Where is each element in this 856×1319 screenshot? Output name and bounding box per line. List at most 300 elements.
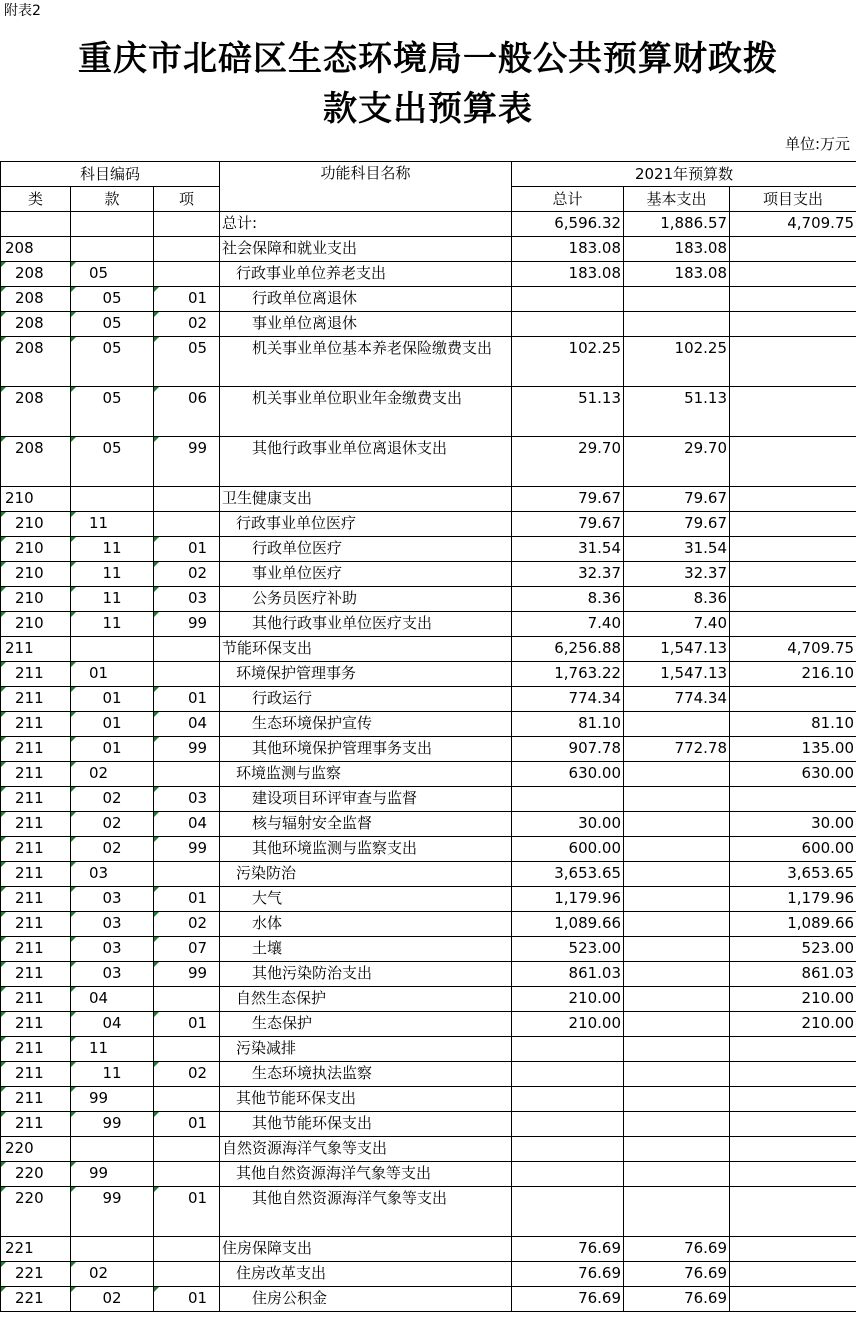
header-basic: 基本支出: [624, 187, 730, 212]
cell-lei: 211: [1, 1037, 71, 1062]
cell-project: [730, 312, 856, 337]
cell-kuan: 01: [71, 687, 154, 712]
cell-lei: 221: [1, 1262, 71, 1287]
cell-kuan: 01: [71, 737, 154, 762]
cell-project: 30.00: [730, 812, 856, 837]
cell-subject-name: 行政运行: [220, 687, 512, 712]
cell-kuan: 99: [71, 1087, 154, 1112]
cell-xiang: 99: [154, 437, 220, 487]
cell-total: [512, 1112, 624, 1137]
cell-total: 1,763.22: [512, 662, 624, 687]
table-row: [1, 1012, 856, 1037]
cell-total: [512, 312, 624, 337]
table-row: [1, 862, 856, 887]
cell-project: [730, 237, 856, 262]
cell-project: 210.00: [730, 987, 856, 1012]
cell-xiang: [154, 762, 220, 787]
cell-subject-name: 总计:: [220, 212, 512, 237]
cell-subject-name: 生态环境执法监察: [220, 1062, 512, 1087]
cell-project: [730, 387, 856, 437]
cell-xiang: 99: [154, 837, 220, 862]
header-name-col: 功能科目名称: [220, 162, 512, 212]
table-row: [1, 562, 856, 587]
cell-lei: 210: [1, 537, 71, 562]
cell-xiang: 01: [154, 287, 220, 312]
table-row: [1, 262, 856, 287]
cell-lei: 211: [1, 837, 71, 862]
cell-project: [730, 537, 856, 562]
cell-kuan: 01: [71, 712, 154, 737]
table-row: [1, 1287, 856, 1312]
cell-basic: 8.36: [624, 587, 730, 612]
cell-project: 861.03: [730, 962, 856, 987]
cell-total: 32.37: [512, 562, 624, 587]
cell-basic: [624, 312, 730, 337]
cell-total: 30.00: [512, 812, 624, 837]
cell-lei: 208: [1, 437, 71, 487]
cell-subject-name: 生态保护: [220, 1012, 512, 1037]
table-row: [1, 612, 856, 637]
cell-xiang: [154, 1162, 220, 1187]
cell-lei: 211: [1, 712, 71, 737]
cell-kuan: 03: [71, 887, 154, 912]
cell-kuan: 05: [71, 337, 154, 387]
table-row: [1, 337, 856, 387]
cell-total: 774.34: [512, 687, 624, 712]
cell-kuan: 11: [71, 512, 154, 537]
cell-lei: 210: [1, 562, 71, 587]
cell-total: 600.00: [512, 837, 624, 862]
cell-project: [730, 1162, 856, 1187]
cell-xiang: 05: [154, 337, 220, 387]
header-code-group: 科目编码: [1, 162, 220, 187]
cell-total: 907.78: [512, 737, 624, 762]
table-row: [1, 787, 856, 812]
cell-subject-name: 其他节能环保支出: [220, 1112, 512, 1137]
cell-project: 1,179.96: [730, 887, 856, 912]
table-row: [1, 1037, 856, 1062]
cell-project: [730, 687, 856, 712]
cell-lei: 221: [1, 1287, 71, 1312]
cell-basic: 183.08: [624, 262, 730, 287]
cell-kuan: 03: [71, 937, 154, 962]
cell-total: 210.00: [512, 987, 624, 1012]
cell-subject-name: 公务员医疗补助: [220, 587, 512, 612]
cell-total: 210.00: [512, 1012, 624, 1037]
cell-total: 1,089.66: [512, 912, 624, 937]
table-row: [1, 687, 856, 712]
header-total: 总计: [512, 187, 624, 212]
table-row: [1, 887, 856, 912]
cell-total: 1,179.96: [512, 887, 624, 912]
cell-project: 3,653.65: [730, 862, 856, 887]
cell-basic: [624, 1062, 730, 1087]
table-row: [1, 587, 856, 612]
cell-xiang: 99: [154, 737, 220, 762]
cell-basic: [624, 837, 730, 862]
cell-total: 79.67: [512, 487, 624, 512]
cell-project: 4,709.75: [730, 212, 856, 237]
cell-total: 31.54: [512, 537, 624, 562]
cell-basic: 76.69: [624, 1287, 730, 1312]
cell-total: [512, 1162, 624, 1187]
cell-basic: [624, 887, 730, 912]
cell-subject-name: 自然生态保护: [220, 987, 512, 1012]
cell-lei: 211: [1, 887, 71, 912]
table-row: [1, 937, 856, 962]
cell-project: [730, 587, 856, 612]
cell-subject-name: 机关事业单位职业年金缴费支出: [220, 387, 512, 437]
table-row: [1, 987, 856, 1012]
cell-project: [730, 337, 856, 387]
cell-basic: [624, 787, 730, 812]
cell-xiang: [154, 987, 220, 1012]
cell-lei: 211: [1, 1087, 71, 1112]
title-line-1: 重庆市北碚区生态环境局一般公共预算财政拨: [78, 39, 778, 79]
cell-kuan: 02: [71, 1262, 154, 1287]
cell-lei: 211: [1, 987, 71, 1012]
cell-basic: [624, 987, 730, 1012]
cell-total: 102.25: [512, 337, 624, 387]
table-row: [1, 237, 856, 262]
cell-basic: [624, 962, 730, 987]
cell-lei: 220: [1, 1162, 71, 1187]
header-kuan: 款: [71, 187, 154, 212]
cell-subject-name: 大气: [220, 887, 512, 912]
table-row: [1, 837, 856, 862]
cell-kuan: 05: [71, 262, 154, 287]
cell-subject-name: 其他行政事业单位离退休支出: [220, 437, 512, 487]
cell-subject-name: 机关事业单位基本养老保险缴费支出: [220, 337, 512, 387]
cell-project: 1,089.66: [730, 912, 856, 937]
cell-total: 3,653.65: [512, 862, 624, 887]
cell-lei: 211: [1, 812, 71, 837]
cell-xiang: [154, 1137, 220, 1162]
cell-kuan: 02: [71, 1287, 154, 1312]
cell-xiang: 01: [154, 887, 220, 912]
cell-total: [512, 1187, 624, 1237]
cell-kuan: 11: [71, 562, 154, 587]
appendix-label: 附表2: [4, 3, 41, 19]
cell-subject-name: 环境监测与监察: [220, 762, 512, 787]
cell-lei: 211: [1, 787, 71, 812]
cell-xiang: 06: [154, 387, 220, 437]
cell-kuan: 99: [71, 1112, 154, 1137]
cell-project: [730, 1112, 856, 1137]
cell-kuan: [71, 487, 154, 512]
cell-xiang: [154, 1037, 220, 1062]
table-row: [1, 662, 856, 687]
table-row: [1, 512, 856, 537]
cell-kuan: [71, 637, 154, 662]
cell-kuan: 05: [71, 287, 154, 312]
table-row: [1, 1087, 856, 1112]
cell-subject-name: 建设项目环评审查与监督: [220, 787, 512, 812]
cell-basic: [624, 1187, 730, 1237]
table-row: [1, 912, 856, 937]
cell-kuan: [71, 1137, 154, 1162]
cell-basic: [624, 862, 730, 887]
cell-xiang: 01: [154, 1012, 220, 1037]
cell-lei: 220: [1, 1137, 71, 1162]
cell-xiang: 02: [154, 912, 220, 937]
cell-basic: [624, 1012, 730, 1037]
cell-basic: 1,547.13: [624, 637, 730, 662]
cell-xiang: [154, 862, 220, 887]
cell-project: [730, 1237, 856, 1262]
cell-subject-name: 事业单位离退休: [220, 312, 512, 337]
cell-basic: 772.78: [624, 737, 730, 762]
cell-project: [730, 1287, 856, 1312]
cell-project: 216.10: [730, 662, 856, 687]
cell-subject-name: 住房改革支出: [220, 1262, 512, 1287]
cell-kuan: [71, 237, 154, 262]
cell-xiang: 07: [154, 937, 220, 962]
cell-lei: 211: [1, 912, 71, 937]
cell-xiang: 02: [154, 562, 220, 587]
cell-kuan: 04: [71, 987, 154, 1012]
cell-xiang: 04: [154, 712, 220, 737]
cell-project: [730, 1037, 856, 1062]
cell-basic: [624, 712, 730, 737]
cell-xiang: 99: [154, 612, 220, 637]
cell-lei: 211: [1, 1012, 71, 1037]
table-row: [1, 737, 856, 762]
table-row: [1, 812, 856, 837]
cell-kuan: 05: [71, 437, 154, 487]
table-row: [1, 637, 856, 662]
cell-basic: [624, 287, 730, 312]
cell-lei: 211: [1, 1062, 71, 1087]
cell-basic: 774.34: [624, 687, 730, 712]
cell-total: 7.40: [512, 612, 624, 637]
cell-total: [512, 1087, 624, 1112]
table-row: [1, 1237, 856, 1262]
cell-xiang: [154, 637, 220, 662]
header-lei: 类: [1, 187, 71, 212]
cell-kuan: 11: [71, 1037, 154, 1062]
cell-project: 210.00: [730, 1012, 856, 1037]
cell-kuan: 02: [71, 762, 154, 787]
cell-project: 600.00: [730, 837, 856, 862]
cell-kuan: [71, 1237, 154, 1262]
cell-lei: 211: [1, 937, 71, 962]
cell-basic: 79.67: [624, 512, 730, 537]
cell-total: [512, 287, 624, 312]
cell-project: 81.10: [730, 712, 856, 737]
cell-subject-name: 住房保障支出: [220, 1237, 512, 1262]
cell-kuan: 03: [71, 912, 154, 937]
cell-subject-name: 土壤: [220, 937, 512, 962]
cell-total: [512, 1137, 624, 1162]
cell-total: 183.08: [512, 262, 624, 287]
cell-subject-name: 污染减排: [220, 1037, 512, 1062]
cell-project: [730, 612, 856, 637]
cell-xiang: 03: [154, 587, 220, 612]
cell-subject-name: 生态环境保护宣传: [220, 712, 512, 737]
cell-project: [730, 1262, 856, 1287]
cell-basic: 29.70: [624, 437, 730, 487]
cell-xiang: 02: [154, 1062, 220, 1087]
cell-lei: 211: [1, 762, 71, 787]
table-row: [1, 487, 856, 512]
cell-total: 81.10: [512, 712, 624, 737]
cell-subject-name: 行政单位离退休: [220, 287, 512, 312]
cell-project: [730, 1087, 856, 1112]
cell-xiang: 01: [154, 1287, 220, 1312]
cell-total: 76.69: [512, 1237, 624, 1262]
cell-xiang: 04: [154, 812, 220, 837]
cell-subject-name: 社会保障和就业支出: [220, 237, 512, 262]
cell-subject-name: 节能环保支出: [220, 637, 512, 662]
header-row-1: [1, 162, 856, 187]
header-budget-group: 2021年预算数: [512, 162, 856, 187]
cell-kuan: 02: [71, 812, 154, 837]
cell-project: 523.00: [730, 937, 856, 962]
table-row: [1, 1187, 856, 1237]
cell-subject-name: 住房公积金: [220, 1287, 512, 1312]
cell-subject-name: 核与辐射安全监督: [220, 812, 512, 837]
page-title: [0, 34, 856, 134]
cell-kuan: 99: [71, 1187, 154, 1237]
cell-basic: [624, 812, 730, 837]
cell-subject-name: 水体: [220, 912, 512, 937]
cell-basic: 32.37: [624, 562, 730, 587]
cell-xiang: 01: [154, 537, 220, 562]
table-row: [1, 1112, 856, 1137]
cell-kuan: 03: [71, 862, 154, 887]
table-row: [1, 387, 856, 437]
cell-total: 6,256.88: [512, 637, 624, 662]
table-row: [1, 1137, 856, 1162]
cell-lei: 210: [1, 512, 71, 537]
cell-lei: 221: [1, 1237, 71, 1262]
title-line-2: 款支出预算表: [323, 89, 533, 129]
cell-lei: 208: [1, 387, 71, 437]
cell-xiang: [154, 1262, 220, 1287]
cell-lei: 208: [1, 287, 71, 312]
cell-kuan: 11: [71, 537, 154, 562]
table-row: [1, 212, 856, 237]
cell-basic: 79.67: [624, 487, 730, 512]
cell-total: 630.00: [512, 762, 624, 787]
cell-xiang: 01: [154, 1187, 220, 1237]
cell-subject-name: 污染防治: [220, 862, 512, 887]
cell-subject-name: 其他自然资源海洋气象等支出: [220, 1162, 512, 1187]
cell-kuan: 05: [71, 312, 154, 337]
cell-xiang: [154, 1087, 220, 1112]
unit-label: 单位:万元: [784, 135, 850, 153]
cell-total: 29.70: [512, 437, 624, 487]
cell-lei: 210: [1, 612, 71, 637]
cell-basic: [624, 912, 730, 937]
cell-subject-name: 行政事业单位养老支出: [220, 262, 512, 287]
cell-subject-name: 其他环境监测与监察支出: [220, 837, 512, 862]
cell-project: [730, 1187, 856, 1237]
cell-xiang: 02: [154, 312, 220, 337]
cell-project: [730, 1062, 856, 1087]
cell-total: 76.69: [512, 1262, 624, 1287]
cell-lei: 208: [1, 337, 71, 387]
cell-kuan: 02: [71, 837, 154, 862]
cell-total: 76.69: [512, 1287, 624, 1312]
cell-xiang: 01: [154, 1112, 220, 1137]
cell-kuan: 11: [71, 1062, 154, 1087]
cell-total: 8.36: [512, 587, 624, 612]
cell-xiang: [154, 512, 220, 537]
cell-basic: 76.69: [624, 1237, 730, 1262]
cell-subject-name: 其他节能环保支出: [220, 1087, 512, 1112]
cell-subject-name: 行政事业单位医疗: [220, 512, 512, 537]
cell-project: [730, 487, 856, 512]
table-row: [1, 1262, 856, 1287]
cell-project: [730, 512, 856, 537]
cell-basic: [624, 1112, 730, 1137]
cell-basic: 1,886.57: [624, 212, 730, 237]
cell-kuan: 01: [71, 662, 154, 687]
cell-total: 183.08: [512, 237, 624, 262]
table-row: [1, 287, 856, 312]
cell-xiang: [154, 237, 220, 262]
cell-project: [730, 1137, 856, 1162]
cell-total: [512, 1062, 624, 1087]
cell-basic: 183.08: [624, 237, 730, 262]
cell-project: [730, 437, 856, 487]
cell-basic: [624, 1162, 730, 1187]
table-row: [1, 1162, 856, 1187]
cell-basic: [624, 937, 730, 962]
cell-kuan: 11: [71, 587, 154, 612]
cell-project: [730, 562, 856, 587]
cell-subject-name: 环境保护管理事务: [220, 662, 512, 687]
cell-lei: 208: [1, 262, 71, 287]
table-row: [1, 312, 856, 337]
cell-total: 79.67: [512, 512, 624, 537]
cell-xiang: [154, 662, 220, 687]
cell-basic: 102.25: [624, 337, 730, 387]
cell-xiang: [154, 212, 220, 237]
cell-kuan: 11: [71, 612, 154, 637]
table-row: [1, 712, 856, 737]
cell-kuan: [71, 212, 154, 237]
cell-subject-name: 事业单位医疗: [220, 562, 512, 587]
cell-project: [730, 287, 856, 312]
cell-xiang: [154, 1237, 220, 1262]
table-row: [1, 1062, 856, 1087]
cell-basic: 51.13: [624, 387, 730, 437]
cell-xiang: 03: [154, 787, 220, 812]
cell-lei: 220: [1, 1187, 71, 1237]
table-row: [1, 437, 856, 487]
cell-xiang: [154, 262, 220, 287]
cell-basic: [624, 1087, 730, 1112]
table-row: [1, 762, 856, 787]
table-row: [1, 962, 856, 987]
cell-lei: 211: [1, 687, 71, 712]
header-xiang: 项: [154, 187, 220, 212]
cell-total: 51.13: [512, 387, 624, 437]
cell-basic: 76.69: [624, 1262, 730, 1287]
cell-basic: [624, 762, 730, 787]
cell-total: 523.00: [512, 937, 624, 962]
cell-project: [730, 262, 856, 287]
cell-subject-name: 其他环境保护管理事务支出: [220, 737, 512, 762]
cell-kuan: 99: [71, 1162, 154, 1187]
cell-subject-name: 自然资源海洋气象等支出: [220, 1137, 512, 1162]
cell-lei: 208: [1, 237, 71, 262]
cell-xiang: 99: [154, 962, 220, 987]
cell-total: 6,596.32: [512, 212, 624, 237]
